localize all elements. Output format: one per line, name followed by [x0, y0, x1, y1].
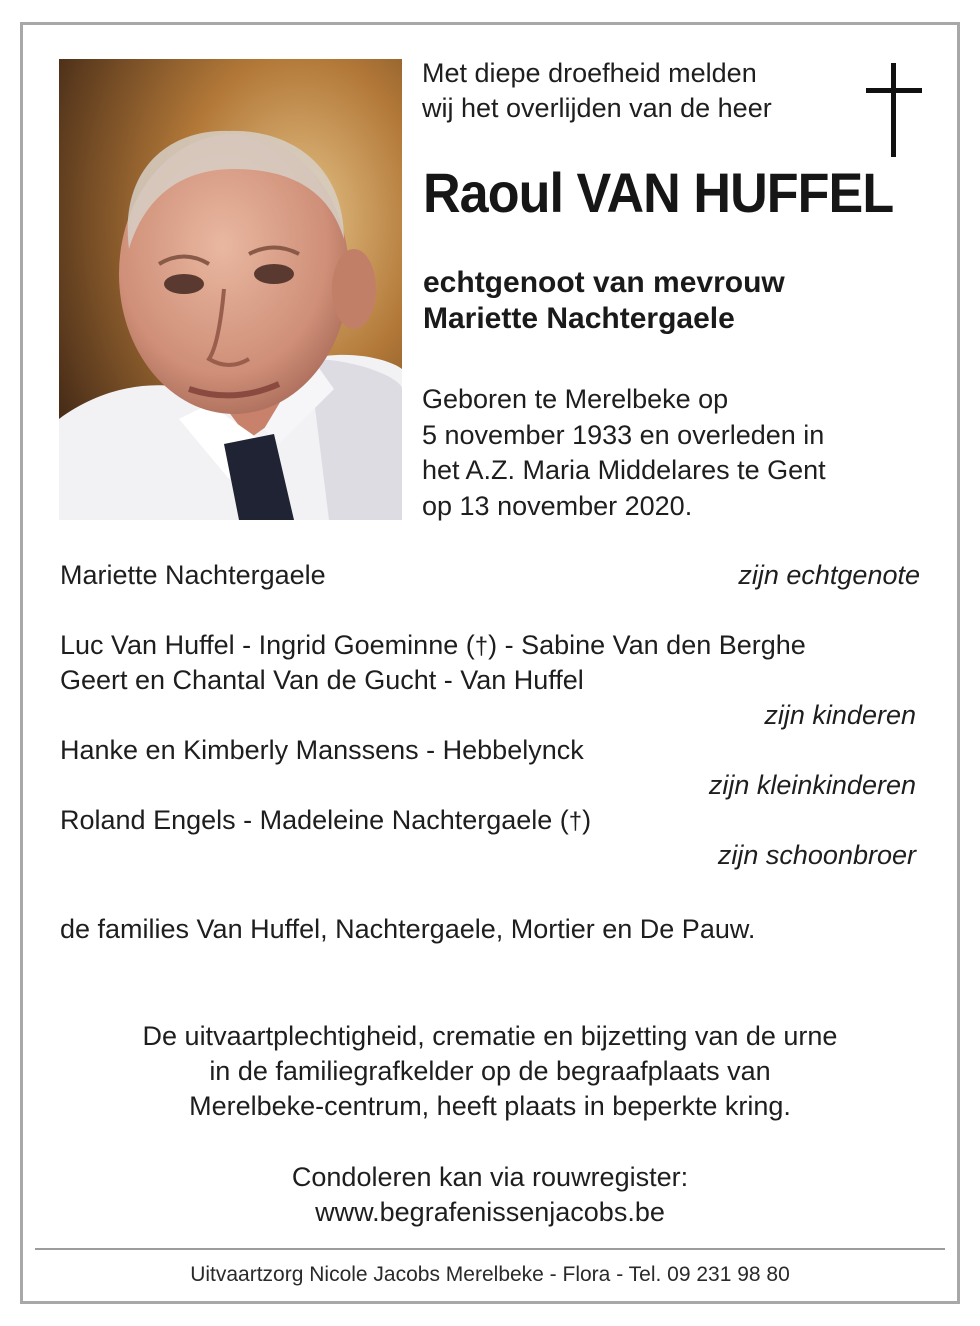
ceremony-line: Merelbeke-centrum, heeft plaats in beperkte kring.: [189, 1091, 791, 1121]
birth-line: 5 november 1933 en overleden in: [422, 419, 825, 450]
condolences-line: Condoleren kan via rouwregister:: [291, 1162, 689, 1192]
latin-cross-icon: [866, 63, 922, 157]
spouse-line: Mariette Nachtergaele: [423, 302, 735, 335]
funeral-home-footer: Uitvaartzorg Nicole Jacobs Merelbeke - Flora - Tel. 09 231 98 80: [190, 1263, 790, 1286]
family-relation: zijn kinderen: [764, 700, 916, 730]
family-row-spouse: [60, 558, 920, 593]
family-member-name: ): [582, 805, 592, 835]
family-relation: zijn echtgenote: [738, 560, 920, 590]
deceased-name: Raoul VAN HUFFEL: [423, 161, 894, 224]
family-row-children: [60, 663, 920, 698]
family-member-name: Geert en Chantal Van de Gucht - Van Huffel: [60, 665, 584, 695]
families-line: de families Van Huffel, Nachtergaele, Mortier en De Pauw.: [60, 914, 756, 944]
family-member-name: Luc Van Huffel - Ingrid Goeminne (: [60, 630, 475, 660]
ceremony-line: in de familiegrafkelder op de begraafplaats van: [209, 1056, 771, 1086]
birth-death-text: [422, 382, 826, 524]
family-row-grandchildren: [60, 733, 920, 768]
family-member-name: ) - Sabine Van den Berghe: [488, 630, 806, 660]
portrait-photo-icon: [59, 59, 402, 520]
footer-divider: [35, 1248, 945, 1250]
birth-line: Geboren te Merelbeke op: [422, 384, 729, 414]
ceremony-line: De uitvaartplechtigheid, crematie en bijzetting van de urne: [142, 1021, 838, 1051]
birth-line: het A.Z. Maria Middelares te Gent: [422, 455, 826, 485]
family-member-name: Hanke en Kimberly Manssens - Hebbelynck: [60, 735, 584, 765]
family-relation: zijn kleinkinderen: [708, 770, 916, 800]
family-list: [60, 558, 920, 873]
family-member-name: Roland Engels - Madeleine Nachtergaele (: [60, 805, 569, 835]
condolences-text: [40, 1160, 940, 1230]
spouse-heading: [423, 265, 785, 337]
condolences-website[interactable]: www.begrafenissenjacobs.be: [315, 1197, 665, 1227]
spouse-line: echtgenoot van mevrouw: [423, 266, 785, 299]
birth-line: op 13 november 2020.: [422, 490, 693, 521]
family-member-name: Mariette Nachtergaele: [60, 560, 326, 590]
ceremony-text: [40, 1019, 940, 1124]
dagger-icon: †: [474, 633, 489, 660]
family-relation: zijn schoonbroer: [717, 840, 916, 870]
intro-text: [422, 56, 772, 126]
dagger-icon: †: [568, 808, 583, 835]
family-row-children: [60, 628, 920, 663]
intro-line: Met diepe droefheid melden: [422, 58, 757, 88]
intro-line: wij het overlijden van de heer: [422, 93, 772, 123]
family-row-brother-in-law: [60, 803, 920, 838]
